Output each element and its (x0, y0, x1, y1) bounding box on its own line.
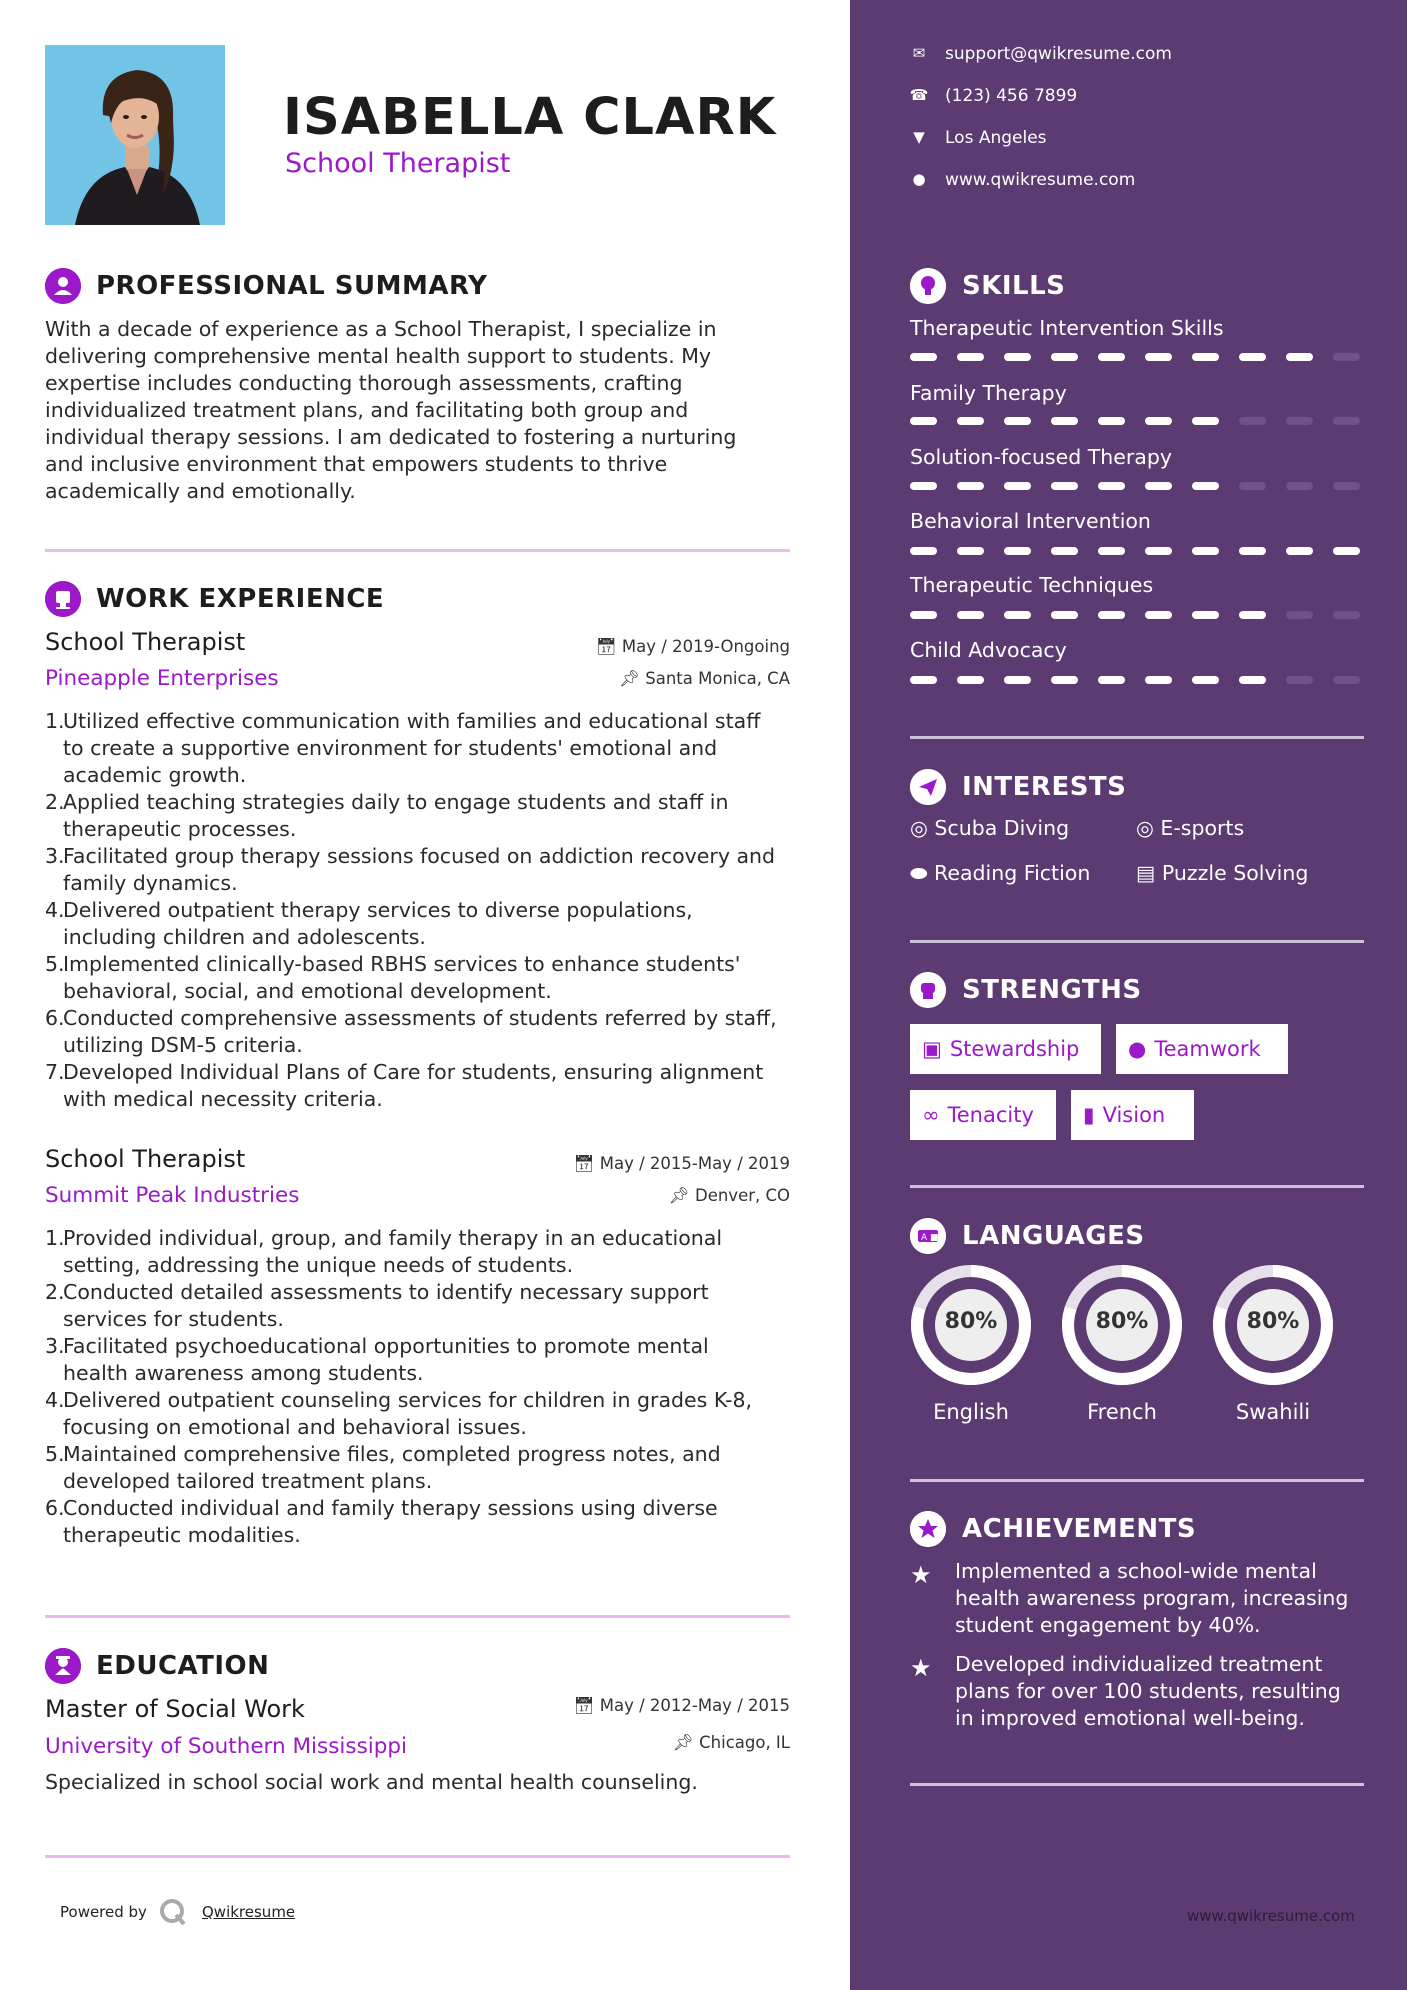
list-line: therapeutic modalities. (63, 1523, 301, 1547)
skill-dot (1145, 482, 1172, 490)
job-location (560, 1186, 790, 1206)
job-location-text: Santa Monica, CA (645, 669, 790, 688)
achievement-item (955, 1558, 1375, 1639)
list-line: Applied teaching strategies daily to engage students and staff in (63, 790, 729, 814)
skill-dot (1098, 353, 1125, 361)
skill-dot (1145, 611, 1172, 619)
job-location-text: Denver, CO (694, 1186, 790, 1205)
calendar-icon: 📅︎ (573, 1696, 595, 1715)
strength-label: Vision (1102, 1103, 1166, 1127)
degree-title: Master of Social Work (45, 1695, 305, 1723)
pin-icon: 📌︎ (672, 1733, 694, 1752)
lightbulb-icon (910, 268, 946, 304)
language-gauge (1061, 1264, 1183, 1390)
list-line: Facilitated group therapy sessions focused on addiction recovery and (63, 844, 776, 868)
skill-dot (1004, 482, 1031, 490)
skill-dot (1286, 417, 1313, 425)
skill-dot (1333, 676, 1360, 684)
skill-dot (1051, 417, 1078, 425)
skill-dot (1004, 611, 1031, 619)
summary-line: delivering comprehensive mental health support to students. My (45, 344, 712, 368)
skill-dot (1333, 417, 1360, 425)
skill-dot (1333, 482, 1360, 490)
list-number: 3. (45, 844, 65, 868)
skill-dot (1239, 676, 1266, 684)
skill-dot (957, 676, 984, 684)
list-line: utilizing DSM-5 criteria. (63, 1033, 303, 1057)
list-line: developed tailored treatment plans. (63, 1469, 433, 1493)
brand-link[interactable]: Qwikresume (202, 1903, 296, 1921)
list-line: Utilized effective communication with families and educational staff (63, 709, 761, 733)
gamepad-icon: ⬬ (910, 861, 928, 885)
skill-dot (1286, 676, 1313, 684)
skill-dot (1145, 547, 1172, 555)
skill-dot (910, 676, 937, 684)
candidate-role: School Therapist (285, 148, 511, 179)
education-description: Specialized in school social work and mental health counseling. (45, 1770, 698, 1794)
list-number: 1. (45, 1226, 65, 1250)
achievements-heading: ACHIEVEMENTS (962, 1514, 1197, 1544)
interest-item (1136, 816, 1244, 840)
skill-dot (1239, 353, 1266, 361)
skill-dot (910, 482, 937, 490)
job-bullets (45, 708, 805, 1113)
sidebar-divider (910, 1479, 1364, 1482)
skill-rating (910, 676, 1360, 684)
sidebar-divider (910, 1783, 1364, 1786)
section-divider (45, 549, 790, 552)
skill-dot (1004, 353, 1031, 361)
skill-dot (1145, 417, 1172, 425)
star-icon: ★ (910, 1561, 932, 1589)
list-line: Provided individual, group, and family therapy in an educational (63, 1226, 723, 1250)
skill-dot (1239, 417, 1266, 425)
list-item (45, 1495, 805, 1549)
list-line: services for students. (63, 1307, 284, 1331)
user-icon (45, 268, 81, 304)
profile-photo (45, 45, 225, 225)
calendar-icon: 📅︎ (573, 1154, 595, 1173)
briefcase-section-icon (45, 581, 81, 617)
strength-chip (1116, 1024, 1288, 1074)
skill-dot (1333, 547, 1360, 555)
skill-dot (910, 611, 937, 619)
skill-dot (1192, 482, 1219, 490)
contact-website[interactable]: www.qwikresume.com (945, 170, 1136, 190)
section-divider (45, 1615, 790, 1618)
strengths-heading: STRENGTHS (962, 975, 1142, 1005)
interest-label: Reading Fiction (934, 861, 1091, 885)
skill-dot (1051, 676, 1078, 684)
skill-dot (1098, 547, 1125, 555)
language-percent: 80% (1246, 1309, 1300, 1334)
list-item (45, 1059, 805, 1113)
job-date-text: May / 2019-Ongoing (621, 637, 790, 656)
education-location-text: Chicago, IL (699, 1733, 790, 1752)
job-company: Summit Peak Industries (45, 1183, 300, 1208)
list-number: 5. (45, 952, 65, 976)
skill-dot (1192, 353, 1219, 361)
skill-dot (1051, 611, 1078, 619)
list-number: 2. (45, 1280, 65, 1304)
job-company: Pineapple Enterprises (45, 666, 279, 691)
skill-dot (957, 417, 984, 425)
achievement-line: Implemented a school-wide mental (955, 1559, 1317, 1583)
job-date (560, 1154, 790, 1174)
list-line: Developed Individual Plans of Care for students, ensuring alignment (63, 1060, 764, 1084)
list-line: including children and adolescents. (63, 925, 426, 949)
section-divider (45, 1855, 790, 1858)
list-item (45, 708, 805, 789)
skill-name: Child Advocacy (910, 638, 1067, 662)
qwikresume-logo-icon (158, 1897, 188, 1931)
skill-name: Family Therapy (910, 381, 1067, 405)
achievement-line: student engagement by 40%. (955, 1613, 1261, 1637)
list-line: Conducted individual and family therapy sessions using diverse (63, 1496, 718, 1520)
list-line: Maintained comprehensive files, completed progress notes, and (63, 1442, 721, 1466)
avatar (45, 45, 225, 225)
map-marker-icon: ▼ (913, 128, 925, 146)
candidate-name: ISABELLA CLARK (283, 88, 777, 147)
interest-label: Scuba Diving (934, 816, 1070, 840)
language-name: English (933, 1400, 1009, 1424)
list-line: health awareness among students. (63, 1361, 424, 1385)
skill-dot (1051, 547, 1078, 555)
job-title: School Therapist (45, 628, 246, 656)
achievement-line: Developed individualized treatment (955, 1652, 1323, 1676)
language-gauge (1212, 1264, 1334, 1390)
list-item (45, 1441, 805, 1495)
sidebar-divider (910, 736, 1364, 739)
achievement-item (955, 1651, 1375, 1732)
skill-dot (1333, 611, 1360, 619)
interest-item (1136, 861, 1308, 885)
skill-dot (1051, 353, 1078, 361)
briefcase-icon: ▣ (922, 1037, 942, 1061)
list-item (45, 1387, 805, 1441)
school-name: University of Southern Mississippi (45, 1734, 408, 1759)
contact-phone[interactable]: (123) 456 7899 (945, 86, 1078, 106)
skill-dot (1051, 482, 1078, 490)
list-line: Facilitated psychoeducational opportunities to promote mental (63, 1334, 709, 1358)
footer-website[interactable]: www.qwikresume.com (1187, 1907, 1355, 1925)
skill-dot (910, 547, 937, 555)
skill-rating (910, 482, 1360, 490)
list-line: Delivered outpatient counseling services for children in grades K-8, (63, 1388, 753, 1412)
list-item (45, 843, 805, 897)
language-icon (910, 1218, 946, 1254)
pin-icon: 📌︎ (619, 669, 641, 688)
skill-dot (1145, 353, 1172, 361)
skill-rating (910, 417, 1360, 425)
strength-chip (910, 1024, 1101, 1074)
list-item (45, 789, 805, 843)
powered-by-label: Powered by (60, 1903, 147, 1921)
list-number: 6. (45, 1496, 65, 1520)
skill-dot (1239, 547, 1266, 555)
list-item (45, 951, 805, 1005)
education-date (560, 1696, 790, 1716)
star-icon: ★ (910, 1654, 932, 1682)
skill-dot (1004, 547, 1031, 555)
list-line: setting, addressing the unique needs of students. (63, 1253, 574, 1277)
achievement-line: health awareness program, increasing (955, 1586, 1349, 1610)
skill-dot (957, 482, 984, 490)
skill-dot (957, 611, 984, 619)
list-number: 7. (45, 1060, 65, 1084)
list-line: therapeutic processes. (63, 817, 297, 841)
summary-line: academically and emotionally. (45, 479, 356, 503)
list-number: 2. (45, 790, 65, 814)
book-icon: ▤ (1136, 861, 1156, 885)
summary-text (45, 316, 785, 505)
job-bullets (45, 1225, 805, 1549)
skill-dot (1004, 676, 1031, 684)
strength-label: Teamwork (1154, 1037, 1261, 1061)
interest-item (910, 861, 1090, 886)
skill-dot (1192, 676, 1219, 684)
sidebar-divider (910, 1185, 1364, 1188)
skill-dot (1098, 611, 1125, 619)
job-date-text: May / 2015-May / 2019 (599, 1154, 790, 1173)
language-name: Swahili (1235, 1400, 1311, 1424)
list-item (45, 1333, 805, 1387)
education-date-text: May / 2012-May / 2015 (599, 1696, 790, 1715)
skill-dot (957, 353, 984, 361)
skill-dot (1286, 353, 1313, 361)
list-number: 1. (45, 709, 65, 733)
skill-dot (1286, 611, 1313, 619)
pin-icon: 📌︎ (668, 1186, 690, 1205)
list-item (45, 897, 805, 951)
svg-text:■: ■ (930, 1233, 939, 1243)
interest-label: Puzzle Solving (1161, 861, 1309, 885)
sidebar-divider (910, 940, 1364, 943)
users-icon: ● (1128, 1037, 1147, 1061)
contact-email[interactable]: support@qwikresume.com (945, 44, 1172, 64)
skill-dot (910, 417, 937, 425)
job-location (560, 669, 790, 689)
contact-location: Los Angeles (945, 128, 1047, 148)
language-gauge (910, 1264, 1032, 1390)
strength-chip (910, 1090, 1056, 1140)
list-number: 3. (45, 1334, 65, 1358)
skill-dot (957, 547, 984, 555)
skill-dot (1192, 417, 1219, 425)
list-item (45, 1279, 805, 1333)
list-line: with medical necessity criteria. (63, 1087, 383, 1111)
list-line: Delivered outpatient therapy services to diverse populations, (63, 898, 693, 922)
achievement-line: in improved emotional well-being. (955, 1706, 1305, 1730)
education-heading: EDUCATION (96, 1651, 270, 1681)
skill-rating (910, 547, 1360, 555)
summary-line: and inclusive environment that empowers students to thrive (45, 452, 668, 476)
skill-dot (1286, 547, 1313, 555)
list-item (45, 1005, 805, 1059)
skill-rating (910, 611, 1360, 619)
skill-dot (1098, 676, 1125, 684)
summary-line: expertise includes conducting thorough assessments, crafting (45, 371, 683, 395)
summary-heading: PROFESSIONAL SUMMARY (96, 271, 488, 301)
list-line: family dynamics. (63, 871, 238, 895)
skill-dot (1098, 417, 1125, 425)
summary-line: individual therapy sessions. I am dedicated to fostering a nurturing (45, 425, 737, 449)
interests-heading: INTERESTS (962, 772, 1127, 802)
list-line: behavioral, social, and emotional development. (63, 979, 552, 1003)
skill-rating (910, 353, 1360, 361)
list-line: Conducted comprehensive assessments of students referred by staff, (63, 1006, 777, 1030)
list-number: 6. (45, 1006, 65, 1030)
list-line: Implemented clinically-based RBHS services to enhance students' (63, 952, 741, 976)
list-number: 4. (45, 898, 65, 922)
skill-dot (1004, 417, 1031, 425)
life-ring-icon: ◎ (1136, 816, 1154, 840)
skill-dot (1098, 482, 1125, 490)
skill-name: Therapeutic Intervention Skills (910, 316, 1224, 340)
skill-name: Therapeutic Techniques (910, 573, 1154, 597)
list-number: 5. (45, 1442, 65, 1466)
life-ring-icon: ◎ (910, 816, 928, 840)
education-location (560, 1733, 790, 1753)
skill-dot (1192, 611, 1219, 619)
list-item (45, 1225, 805, 1279)
list-line: focusing on emotional and behavioral issues. (63, 1415, 527, 1439)
strength-chip (1071, 1090, 1194, 1140)
experience-heading: WORK EXPERIENCE (96, 584, 385, 614)
binoculars-icon: ▮ (1083, 1103, 1095, 1127)
language-name: French (1087, 1400, 1157, 1424)
skill-dot (1286, 482, 1313, 490)
star-badge-icon (910, 1511, 946, 1547)
strength-label: Stewardship (949, 1037, 1080, 1061)
job-title: School Therapist (45, 1145, 246, 1173)
skill-name: Behavioral Intervention (910, 509, 1151, 533)
job-date (560, 637, 790, 657)
summary-line: With a decade of experience as a School Therapist, I specialize in (45, 317, 717, 341)
list-line: to create a supportive environment for students' emotional and (63, 736, 718, 760)
link-icon: ∞ (922, 1103, 940, 1127)
achievement-line: plans for over 100 students, resulting (955, 1679, 1341, 1703)
language-percent: 80% (944, 1309, 998, 1334)
fist-icon (910, 972, 946, 1008)
skill-dot (1239, 611, 1266, 619)
list-line: Conducted detailed assessments to identify necessary support (63, 1280, 709, 1304)
envelope-icon: ✉ (912, 44, 926, 62)
globe-icon: ● (912, 170, 926, 188)
list-line: academic growth. (63, 763, 247, 787)
languages-heading: LANGUAGES (962, 1221, 1145, 1251)
svg-text:A: A (921, 1233, 928, 1243)
skill-dot (910, 353, 937, 361)
language-percent: 80% (1095, 1309, 1149, 1334)
interest-label: E-sports (1160, 816, 1245, 840)
skill-dot (1333, 353, 1360, 361)
interest-item (910, 816, 1069, 840)
skill-dot (1192, 547, 1219, 555)
paper-plane-icon (910, 769, 946, 805)
skill-dot (1145, 676, 1172, 684)
skill-name: Solution-focused Therapy (910, 445, 1173, 469)
skills-heading: SKILLS (962, 271, 1066, 301)
phone-icon: ☎ (909, 86, 929, 104)
skill-dot (1239, 482, 1266, 490)
summary-line: individualized treatment plans, and facilitating both group and (45, 398, 689, 422)
graduation-icon (45, 1648, 81, 1684)
calendar-icon: 📅︎ (595, 637, 617, 656)
strength-label: Tenacity (947, 1103, 1034, 1127)
list-number: 4. (45, 1388, 65, 1412)
